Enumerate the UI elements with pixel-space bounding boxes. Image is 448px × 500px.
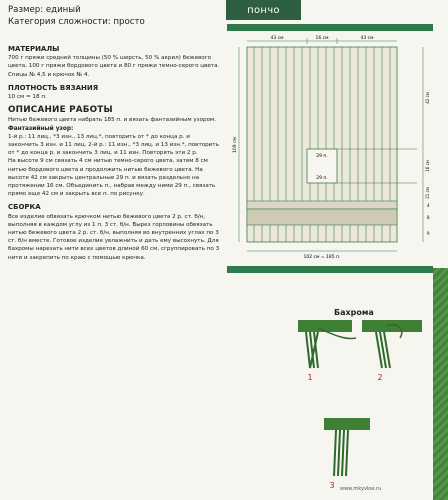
fringe-step-1 xyxy=(298,320,356,382)
difficulty-text: Категория сложности: просто xyxy=(8,17,145,27)
fringe-step-3-label: 3 xyxy=(329,481,335,490)
dim-right-3: 21 см xyxy=(425,187,430,199)
fringe-step-1-label: 1 xyxy=(307,373,313,382)
dim-right-2: 16 см xyxy=(425,160,430,172)
fringe-step-3 xyxy=(324,418,370,490)
fringe-title: Бахрома xyxy=(334,308,374,317)
band-burgundy xyxy=(247,209,397,225)
density-heading: ПЛОТНОСТЬ ВЯЗАНИЯ xyxy=(8,83,99,92)
materials-text: 700 г пряжи средней толщины (50 % шерсть, 50 % акрил) бежевого цвета, 100 г пряжи бордового цвета и 80 г пряжи темно-серого цвета. xyxy=(8,55,220,70)
poncho-diagram xyxy=(227,33,433,261)
fringe-step-2-label: 2 xyxy=(377,373,383,382)
description-heading: ОПИСАНИЕ РАБОТЫ xyxy=(8,105,113,116)
band-gray xyxy=(247,201,397,209)
dim-left: 109 см xyxy=(233,137,238,153)
neck-label-bottom: 29 п. xyxy=(316,176,328,181)
decorative-sidebar xyxy=(433,268,448,500)
size-text: Размер: единый xyxy=(8,5,81,15)
footer-url: www.mkyvloe.ru xyxy=(340,486,382,492)
tools-text: Спицы № 4,5 и крючок № 4. xyxy=(8,71,90,78)
description-p2: 1-й р.: 11 лиц., *3 изн., 13 лиц.*, повторить от * до конца р. и закончить 3 изн. и 11 лиц. 2-й р.: 11 изн., *3 лиц. и 13 изн.*, повторить от * до конца р. и закончить 3 лиц. и 11 изн. Повторять эти 2 р. xyxy=(8,133,219,157)
materials-heading: МАТЕРИАЛЫ xyxy=(8,45,60,53)
pattern-heading: Фантазийный узор: xyxy=(8,125,74,132)
fringe-illustration xyxy=(296,318,426,493)
green-rule-middle xyxy=(227,266,433,273)
page-title: пончо xyxy=(226,0,301,20)
dim-right-6: 9 xyxy=(427,231,430,236)
dim-right-5: 4 xyxy=(427,203,430,208)
dim-top-left: 43 см xyxy=(270,36,284,41)
instructions-column xyxy=(8,40,220,262)
dim-bottom: 102 см = 185 п. xyxy=(303,255,341,260)
neck-label-top: 29 п. xyxy=(316,154,328,159)
dim-right-1: 42 см xyxy=(425,92,430,104)
dim-top-right: 43 см xyxy=(360,36,374,41)
description-p1: Нитью бежевого цвета набрать 185 п. и вязать фантазийным узором. xyxy=(8,117,216,124)
dim-right-4: 8 xyxy=(427,215,430,220)
assembly-heading: СБОРКА xyxy=(8,203,41,212)
description-p3: На высоте 9 см связать 4 см нитью темно-серого цвета, затем 8 см нитью бордового цвета и продолжить нитью бежевого цвета. На высоте 42 см закрыть центральные 29 п. и вязать раздельно на протяжении 16 см. Объединить п., набрав между ними 29 п., связать прямо еще 42 см и закрыть все п. по рисунку. xyxy=(8,158,216,198)
density-text: 10 см = 18 п. xyxy=(8,94,47,101)
fringe-step-2 xyxy=(362,320,422,382)
header xyxy=(8,4,145,28)
dim-top-center: 16 см xyxy=(315,36,329,41)
green-rule-top xyxy=(227,24,433,31)
assembly-text: Все изделие обвязать крючком нитью бежевого цвета 2 р. ст. б/н, выполняя в каждом углу из 1 п. 3 ст. б/н. Вырез горловины обвязать нитью бежевого цвета 2 р. ст. б/н, выполняя во внутренних углах по 3 ст. б/н вместе. Готовое изделие увлажнить и дать ему высохнуть. Для бахромы нарезать нити всех цветов длиной 60 см, сгруппировать по 3 нити и закрепить по краю с помощью крючка. xyxy=(8,213,220,261)
